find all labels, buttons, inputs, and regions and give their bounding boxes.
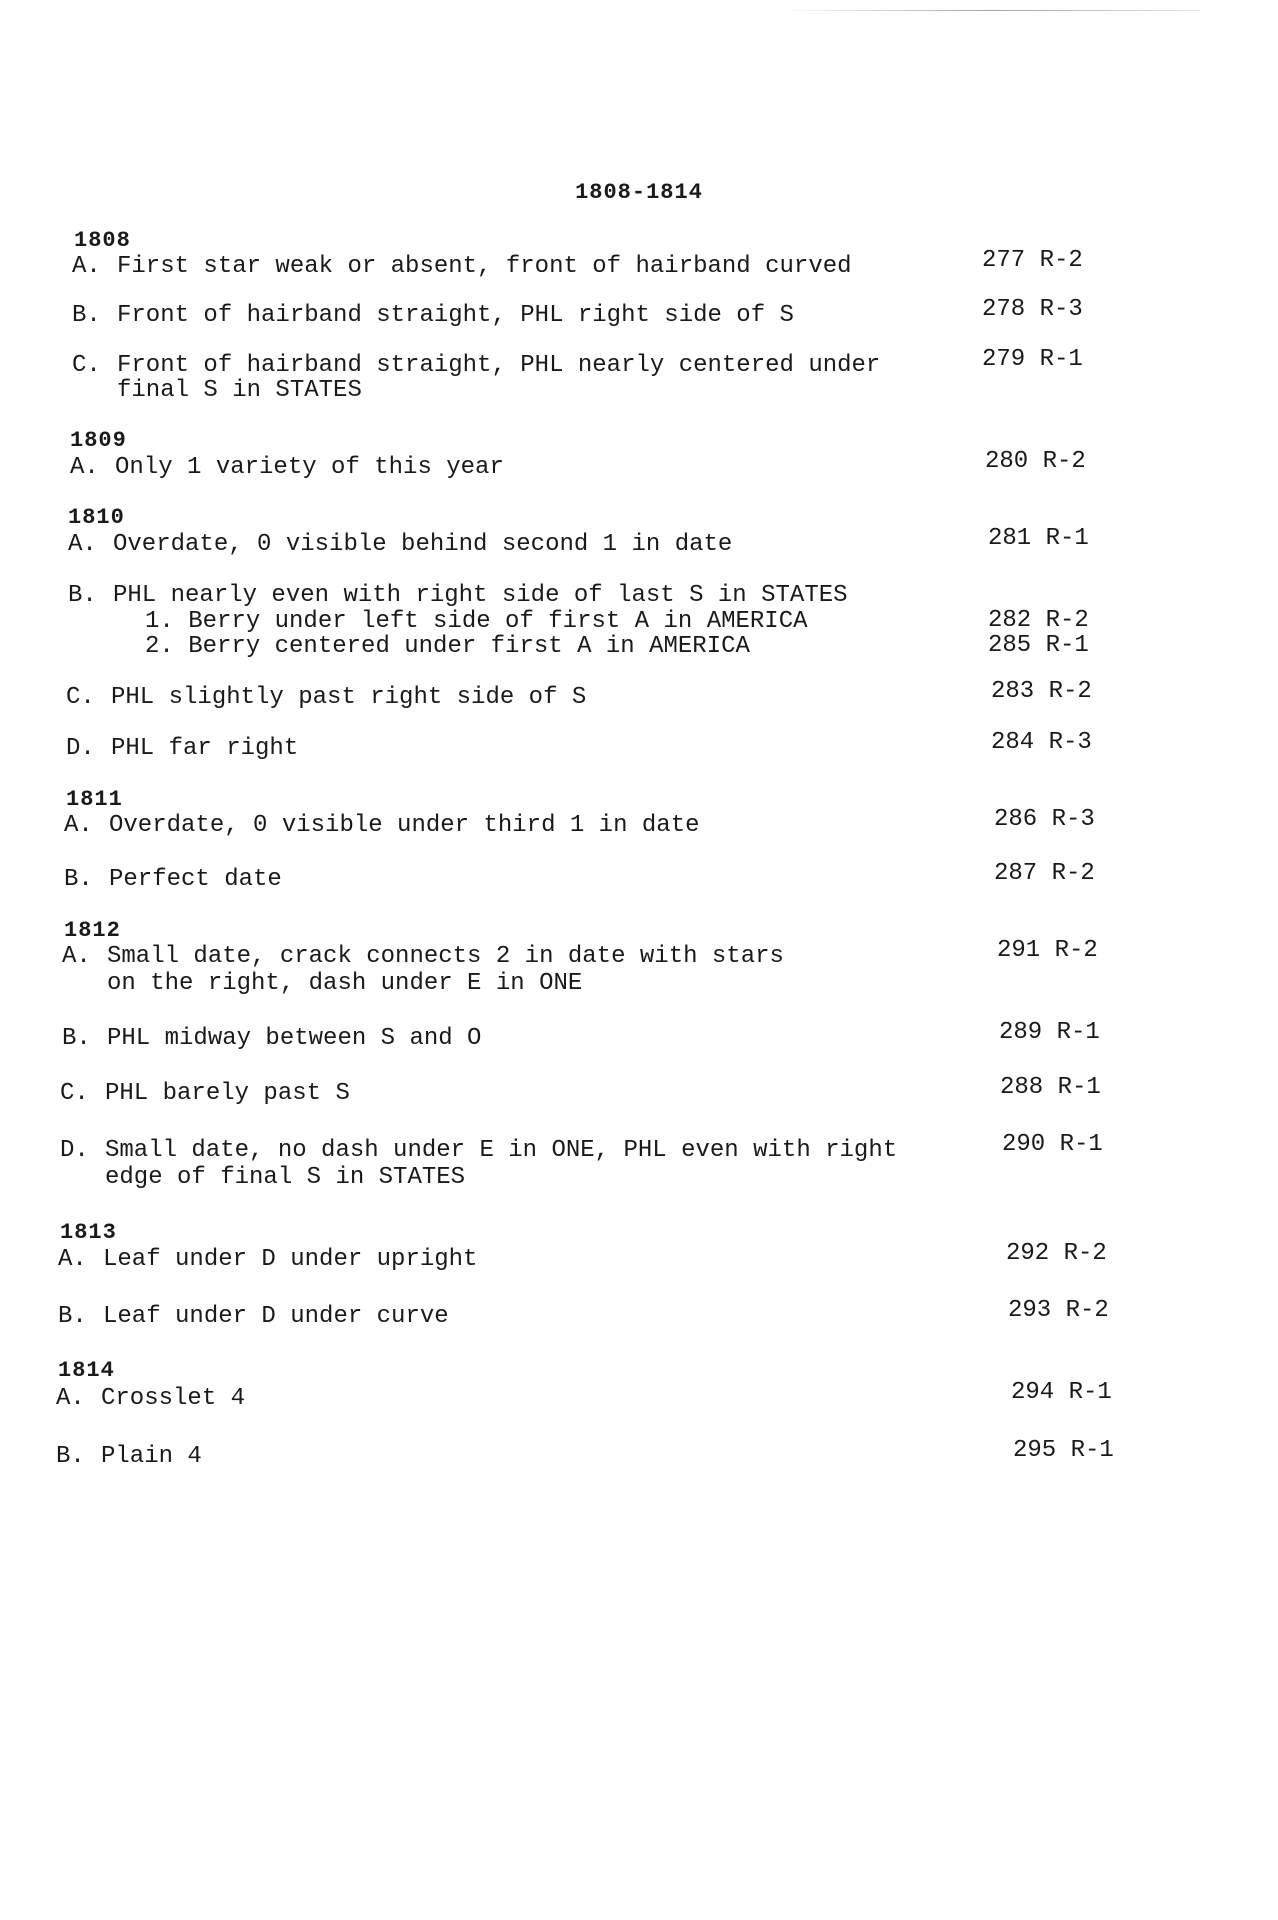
variety-letter: D. (66, 735, 95, 762)
variety-letter: A. (64, 812, 93, 839)
variety-description: Front of hairband straight, PHL right side of S (117, 302, 794, 329)
variety-reference: 279 R-1 (982, 346, 1083, 373)
variety-reference: 292 R-2 (1006, 1240, 1107, 1267)
variety-description: Plain 4 (101, 1443, 202, 1470)
sub-variety-reference: 282 R-2 (988, 607, 1089, 634)
variety-reference: 286 R-3 (994, 806, 1095, 833)
variety-description-continued: on the right, dash under E in ONE (107, 970, 583, 997)
sub-variety-item (145, 608, 1135, 635)
variety-reference: 294 R-1 (1011, 1379, 1112, 1406)
variety-letter: A. (56, 1385, 85, 1412)
variety-letter: A. (62, 943, 91, 970)
variety-reference: 288 R-1 (1000, 1074, 1101, 1101)
year-heading-1814: 1814 (58, 1358, 115, 1383)
variety-letter: C. (66, 684, 95, 711)
variety-reference: 284 R-3 (991, 729, 1092, 756)
variety-letter: A. (70, 454, 99, 481)
variety-letter: A. (68, 531, 97, 558)
year-heading-1808: 1808 (74, 228, 131, 253)
variety-description: Leaf under D under upright (103, 1246, 478, 1273)
variety-letter: A. (72, 253, 101, 280)
variety-letter: B. (64, 866, 93, 893)
variety-letter: C. (60, 1080, 89, 1107)
variety-description: Overdate, 0 visible behind second 1 in date (113, 531, 733, 558)
sub-variety-description: 1. Berry under left side of first A in AMERICA (145, 608, 808, 635)
variety-description: PHL far right (111, 735, 299, 762)
variety-letter: C. (72, 352, 101, 379)
sub-variety-description: 2. Berry centered under first A in AMERICA (145, 633, 750, 660)
variety-reference: 283 R-2 (991, 678, 1092, 705)
year-heading-1809: 1809 (70, 428, 127, 453)
variety-reference: 287 R-2 (994, 860, 1095, 887)
variety-description: First star weak or absent, front of hairband curved (117, 253, 852, 280)
scan-artifact-line (780, 10, 1200, 11)
variety-description: Only 1 variety of this year (115, 454, 504, 481)
variety-reference: 281 R-1 (988, 525, 1089, 552)
variety-description-continued: edge of final S in STATES (105, 1164, 466, 1191)
variety-reference: 280 R-2 (985, 448, 1086, 475)
year-heading-1812: 1812 (64, 918, 121, 943)
variety-reference: 293 R-2 (1008, 1297, 1109, 1324)
variety-reference: 278 R-3 (982, 296, 1083, 323)
variety-reference: 289 R-1 (999, 1019, 1100, 1046)
variety-letter: B. (56, 1443, 85, 1470)
variety-description: Front of hairband straight, PHL nearly centered under (117, 352, 881, 379)
year-heading-1813: 1813 (60, 1220, 117, 1245)
year-heading-1811: 1811 (66, 787, 123, 812)
variety-description: Overdate, 0 visible under third 1 in date (109, 812, 700, 839)
variety-letter: A. (58, 1246, 87, 1273)
variety-reference: 290 R-1 (1002, 1131, 1103, 1158)
variety-reference: 277 R-2 (982, 247, 1083, 274)
variety-letter: D. (60, 1137, 89, 1164)
variety-description: PHL nearly even with right side of last S in STATES (113, 582, 848, 609)
variety-description: PHL barely past S (105, 1080, 350, 1107)
variety-letter: B. (68, 582, 97, 609)
variety-letter: B. (72, 302, 101, 329)
variety-letter: B. (62, 1025, 91, 1052)
variety-description: Small date, crack connects 2 in date with stars (107, 943, 784, 970)
page-title: 1808-1814 (575, 180, 703, 205)
variety-description: Perfect date (109, 866, 282, 893)
sub-variety-item (145, 633, 1135, 660)
variety-description: PHL midway between S and O (107, 1025, 482, 1052)
year-heading-1810: 1810 (68, 505, 125, 530)
variety-reference: 295 R-1 (1013, 1437, 1114, 1464)
variety-description: Leaf under D under curve (103, 1303, 449, 1330)
variety-reference: 291 R-2 (997, 937, 1098, 964)
sub-variety-reference: 285 R-1 (988, 632, 1089, 659)
variety-description-continued: final S in STATES (117, 377, 362, 404)
variety-letter: B. (58, 1303, 87, 1330)
variety-description: Small date, no dash under E in ONE, PHL even with right (105, 1137, 898, 1164)
variety-description: PHL slightly past right side of S (111, 684, 587, 711)
variety-description: Crosslet 4 (101, 1385, 246, 1412)
